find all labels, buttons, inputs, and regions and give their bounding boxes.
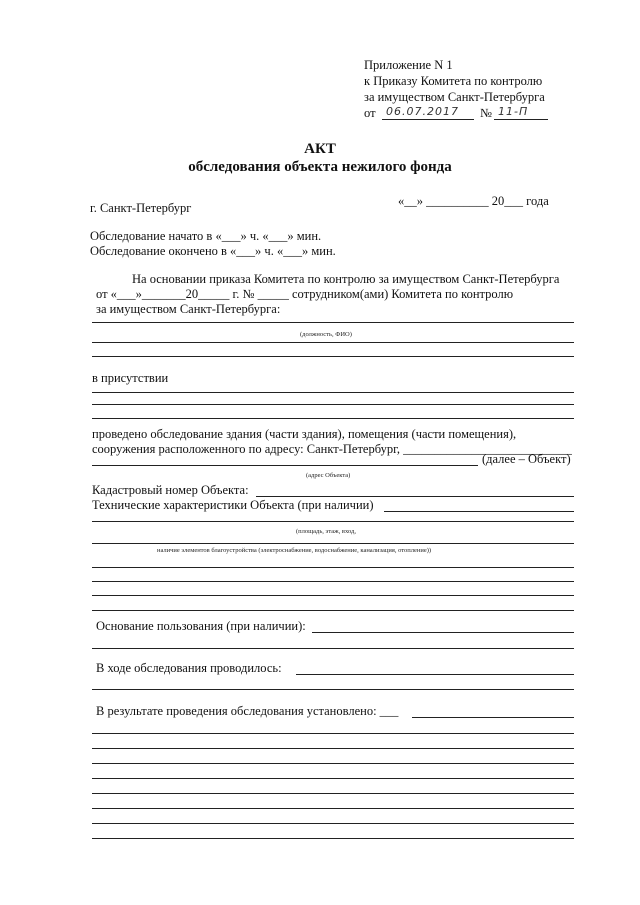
fill-line <box>92 543 574 544</box>
city: г. Санкт-Петербург <box>90 201 192 215</box>
inspection-line-1: проведено обследование здания (части здания), помещения (части помещения), <box>92 427 517 441</box>
fill-line <box>312 632 574 633</box>
fill-line <box>92 823 574 824</box>
fill-line <box>92 342 574 343</box>
basis-line-1: На основании приказа Комитета по контролю за имуществом Санкт-Петербурга <box>132 272 560 286</box>
doc-title: АКТ <box>304 141 336 157</box>
inspection-line-2: сооружения расположенного по адресу: Санкт-Петербург, ___________________________ <box>92 442 572 456</box>
fill-line <box>92 793 574 794</box>
presence-label: в присутствии <box>92 371 169 385</box>
fill-line <box>92 595 574 596</box>
fill-line <box>92 581 574 582</box>
caption-address: (адрес Объекта) <box>306 472 351 479</box>
appendix-from-label: от <box>364 106 376 120</box>
caption-improvements: наличие элементов благоустройства (электроснабжение, водоснабжение, канализация, отопление)) <box>157 547 432 554</box>
fill-line <box>92 763 574 764</box>
caption-area: (площадь, этаж, вход, <box>296 528 356 535</box>
cadastral-label: Кадастровый номер Объекта: <box>92 483 249 497</box>
appendix-date-line <box>382 119 474 120</box>
fill-line <box>384 511 574 512</box>
fill-line <box>92 610 574 611</box>
fill-line <box>92 748 574 749</box>
fill-line <box>92 404 574 405</box>
fill-line <box>92 733 574 734</box>
appendix-number: 11-П <box>498 105 529 118</box>
basis-line-3: за имуществом Санкт-Петербурга: <box>96 302 281 316</box>
date-template: «__» __________ 20___ года <box>398 194 549 208</box>
fill-line <box>92 356 574 357</box>
fill-line <box>92 778 574 779</box>
fill-line <box>92 567 574 568</box>
during-label: В ходе обследования проводилось: <box>96 661 282 675</box>
fill-line <box>92 689 574 690</box>
fill-line <box>92 465 478 466</box>
fill-line <box>296 674 574 675</box>
doc-subtitle: обследования объекта нежилого фонда <box>188 159 452 175</box>
technical-label: Технические характеристики Объекта (при наличии) <box>92 498 374 512</box>
fill-line <box>92 521 574 522</box>
fill-line <box>92 322 574 323</box>
fill-line <box>92 808 574 809</box>
end-time: Обследование окончено в «___» ч. «___» мин. <box>90 244 336 258</box>
fill-line <box>256 496 574 497</box>
caption-position: (должность, ФИО) <box>300 331 352 338</box>
appendix-line-3: за имуществом Санкт-Петербурга <box>364 90 545 104</box>
fill-line <box>412 717 574 718</box>
result-label: В результате проведения обследования установлено: ___ <box>96 704 399 718</box>
basis-line-2: от «___»_______20_____ г. № _____ сотрудником(ами) Комитета по контролю <box>96 287 514 301</box>
fill-line <box>92 392 574 393</box>
fill-line <box>92 648 574 649</box>
appendix-number-line <box>494 119 548 120</box>
usage-basis-label: Основание пользования (при наличии): <box>96 619 306 633</box>
appendix-number-label: № <box>480 106 492 120</box>
fill-line <box>92 838 574 839</box>
start-time: Обследование начато в «___» ч. «___» мин. <box>90 229 322 243</box>
appendix-line-1: Приложение N 1 <box>364 58 453 72</box>
fill-line <box>92 418 574 419</box>
appendix-line-2: к Приказу Комитета по контролю <box>364 74 543 88</box>
appendix-date: 06.07.2017 <box>386 105 459 118</box>
inspection-suffix: (далее – Объект) <box>482 452 571 466</box>
